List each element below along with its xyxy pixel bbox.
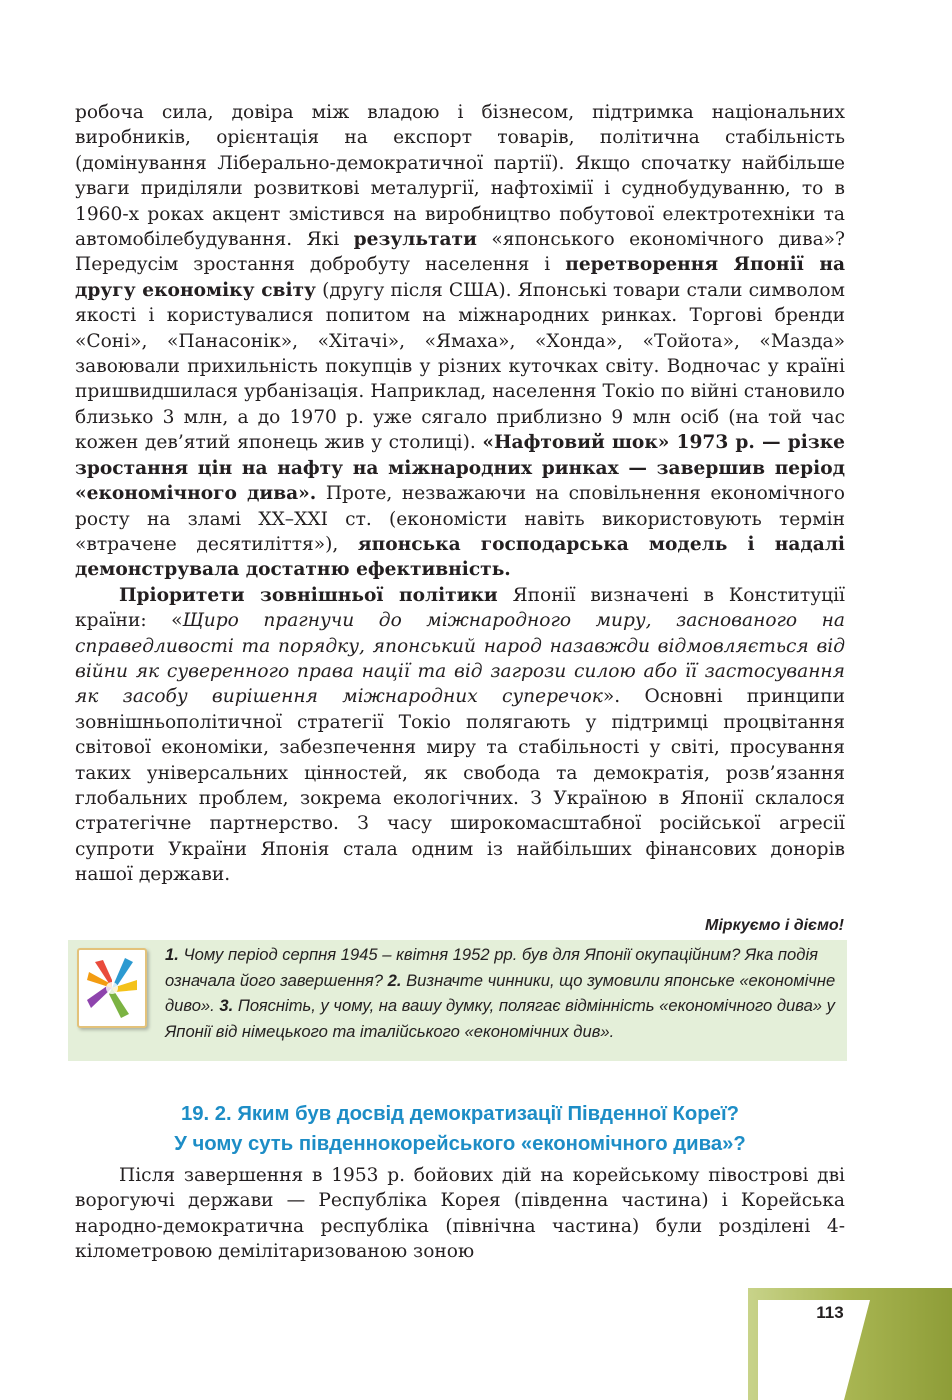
hands-icon: [77, 948, 147, 1028]
tasks-header: Міркуємо і діємо!: [705, 917, 844, 934]
section-text: [75, 1163, 845, 1265]
text-run: «японського економічного дива»? Передусім зростання добробуту населення і: [75, 229, 845, 276]
constitution-quote: Щиро прагнучи до міжнародного миру, заснованого на справедливості та порядку, японський народ назавжди відмовляється від війни як суверенного права нації та від загрози силою або її застосування як засобу вирішення міжнародних суперечок: [75, 610, 845, 708]
text-run: Проте, незважаючи на сповільнення економічного росту на зламі XX–XXI ст. (економісти навіть використовують термін «втрачене десятиліття»),: [75, 483, 845, 555]
task-number: 3.: [219, 996, 234, 1016]
bold-term: перетворення Японії на другу економіку світу: [75, 254, 845, 301]
text-run: ». Основні принципи зовнішньополітичної стратегії Токіо полягають у підтримці процвітання світової економіки, забезпечення миру та стабільності у світі, просування таких універсальних цінностей, як свобода та демократія, розв’язання глобальних проблем, зокрема екологічних. З Україною в Японії склалося стратегічне партнерство. З часу широкомасштабної російської агресії супроти України Японія стала одним із найбільших фінансових донорів нашої держави.: [75, 686, 845, 886]
task-number: 2.: [387, 970, 402, 990]
text-run: робоча сила, довіра між владою і бізнесом, підтримка національних виробників, орієнтація на експорт товарів, політична стабільність (домінування Ліберально-демократичної партії). Якщо спочатку найбільше уваги приділяли розвиткові металургії, нафтохімії і суднобудуванню, то в 1960-х роках акцент змістився на виробництво побутової електротехніки та автомобілебудування. Які: [75, 102, 845, 251]
page-number: 113: [816, 1303, 844, 1322]
paragraph-economic-miracle-results: [75, 100, 845, 583]
section-heading: [75, 1099, 845, 1159]
paragraph-foreign-policy: [75, 583, 845, 888]
task-question: Чому період серпня 1945 – квітня 1952 рр. був для Японії окупаційним? Яка подія означала його завершення?: [165, 945, 819, 990]
text-run: Японії визначені в Конституції країни: «: [75, 584, 845, 632]
main-text: [75, 100, 845, 888]
task-number: 1.: [165, 945, 179, 964]
paragraph-korea: Після завершення в 1953 р. бойових дій на корейському півострові дві ворогуючі держави — Республіка Корея (південна частина) і Корейська народно-демократична республіка (північна частина) були розділені 4-кілометровою демілітаризованою зоною: [75, 1165, 845, 1263]
bold-term: «Нафтовий шок» 1973 р. — різке зростання цін на нафту на міжнародних ринках — завершив період «економічного дива».: [75, 432, 845, 505]
task-question: Визначте чинники, що зумовили японське «економічне диво».: [165, 970, 836, 1016]
task-question: Поясніть, у чому, на вашу думку, полягає відмінність «економічного дива» у Японії від німецького та італійського «економічних див».: [165, 996, 835, 1041]
text-run: (другу після США). Японські товари стали символом якості і користувалися попитом на міжнародних ринках. Торгові бренди «Соні», «Панасонік», «Хітачі», «Ямаха», «Хонда», «Тойота», «Мазда» завоювали прихильність покупців у різних куточках світу. Водночас у країні пришвидшилася урбанізація. Наприклад, населення Токіо по війні становило близько 3 млн, а до 1970 р. уже сягало приблизно 9 млн осіб (на той час кожен дев’ятий японець жив у столиці).: [75, 279, 845, 454]
tasks-box: [68, 940, 847, 1061]
section-heading-line: У чому суть південнокорейського «економічного дива»?: [174, 1133, 746, 1155]
bold-term: результати: [353, 229, 477, 251]
bold-term: японська господарська модель і надалі демонструвала достатню ефективність.: [75, 533, 845, 581]
bold-term: Пріоритети зовнішньої політики: [119, 584, 498, 606]
tasks-text: [165, 942, 843, 1044]
section-heading-line: 19. 2. Яким був досвід демократизації Південної Кореї?: [180, 1103, 740, 1125]
